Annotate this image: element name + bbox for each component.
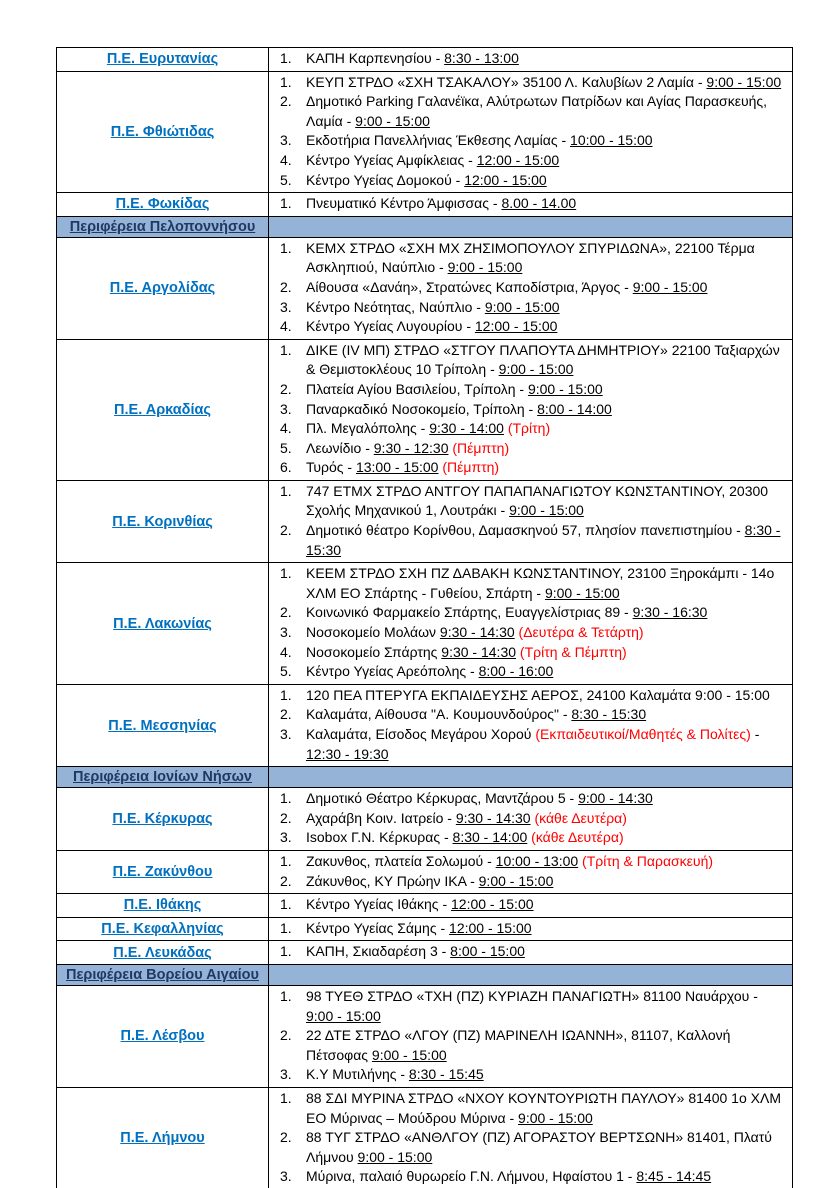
- location-text: Δημοτικό Parking Γαλανέϊκα, Αλύτρωτων Πατρίδων και Αγίας Παρασκευής, Λαμία -: [306, 93, 768, 129]
- time-range: 9:30 - 14:00: [429, 420, 504, 437]
- location-item: [269, 828, 782, 848]
- time-range: 8:30 - 15:30: [571, 706, 647, 723]
- region-row: [57, 237, 793, 339]
- section-title-cell: [57, 964, 269, 985]
- location-text: Κ.Υ Μυτιλήνης -: [306, 1066, 409, 1083]
- items-cell: [269, 941, 793, 965]
- time-range: 9:00 - 15:00: [447, 259, 523, 276]
- location-list: [269, 852, 782, 891]
- section-title: Περιφέρεια Πελοποννήσου: [69, 218, 256, 235]
- day-note: (Τρίτη): [503, 420, 551, 437]
- location-text: Κέντρο Υγείας Λυγουρίου -: [306, 318, 475, 335]
- section-title: Περιφέρεια Ιονίων Νήσων: [73, 769, 252, 786]
- time-range: 10:00 - 13:00: [495, 852, 579, 869]
- region-row: [57, 894, 793, 918]
- section-empty-cell: [269, 964, 793, 985]
- time-range: 8:00 - 15:00: [450, 943, 525, 960]
- location-item: [269, 278, 782, 298]
- location-text: 120 ΠΕΑ ΠΤΕΡΥΓΑ ΕΚΠΑΙΔΕΥΣΗΣ ΑΕΡΟΣ, 24100 Καλαμάτα 9:00 - 15:00: [306, 686, 770, 703]
- items-cell: [269, 684, 793, 766]
- region-row: [57, 339, 793, 480]
- region-link[interactable]: Π.Ε. Φθιώτιδας: [110, 123, 215, 140]
- location-list: [269, 895, 782, 915]
- location-item: [269, 942, 782, 962]
- location-item: [269, 194, 782, 214]
- time-range: 9:00 - 15:00: [518, 1109, 593, 1126]
- time-range: 8:30 - 13:00: [444, 50, 519, 66]
- day-note: (Τρίτη & Πέμπτη): [516, 643, 627, 660]
- region-link[interactable]: Π.Ε. Κέρκυρας: [112, 811, 213, 828]
- location-text: 88 ΣΔΙ ΜΥΡΙΝΑ ΣΤΡΔΟ «ΝΧΟΥ ΚΟΥΝΤΟΥΡΙΩΤΗ ΠΑΥΛΟΥ» 81400 1ο ΧΛΜ ΕΟ Μύρινας – Μούδρου Μύρινα -: [306, 1089, 781, 1126]
- region-cell: [57, 1087, 269, 1188]
- region-cell: [57, 193, 269, 217]
- region-cell: [57, 237, 269, 339]
- schedule-table: [56, 47, 793, 1188]
- day-note: (Πέμπτη): [448, 439, 510, 456]
- region-row: [57, 917, 793, 941]
- location-list: [269, 194, 782, 214]
- time-range: 8:45 - 14:45: [636, 1168, 712, 1185]
- items-cell: [269, 985, 793, 1087]
- location-text: ΚΕΕΜ ΣΤΡΔΟ ΣΧΗ ΠΖ ΔΑΒΑΚΗ ΚΩΝΣΤΑΝΤΙΝΟΥ, 23100 Ξηροκάμπι - 14ο ΧΛΜ ΕΟ Σπάρτης - Γυθείου, Σπάρτη -: [306, 565, 775, 601]
- region-link[interactable]: Π.Ε. Λέσβου: [120, 1028, 205, 1045]
- region-link[interactable]: Π.Ε. Ζακύνθου: [112, 864, 213, 881]
- time-range: 9:00 - 15:00: [484, 298, 560, 315]
- location-item: [269, 603, 782, 623]
- section-empty-cell: [269, 216, 793, 237]
- schedule-table-body: [57, 48, 793, 1188]
- section-title-cell: [57, 767, 269, 788]
- location-text: Πνευματικό Κέντρο Άμφισσας -: [306, 195, 502, 212]
- region-row: [57, 941, 793, 965]
- time-range: 8:30 - 15:30: [306, 522, 781, 558]
- region-link[interactable]: Π.Ε. Αργολίδας: [109, 280, 216, 297]
- location-item: [269, 239, 782, 278]
- location-item: [269, 151, 782, 171]
- location-item: [269, 458, 782, 478]
- location-text: ΔΙΚΕ (IV ΜΠ) ΣΤΡΔΟ «ΣΤΓΟΥ ΠΛΑΠΟΥΤΑ ΔΗΜΗΤΡΙΟΥ» 22100 Ταξιαρχών & Θεμιστοκλέους 10 Τρίπολη -: [306, 341, 780, 378]
- time-range: 9:30 - 14:30: [441, 643, 517, 660]
- items-cell: [269, 339, 793, 480]
- location-text: 22 ΔΤΕ ΣΤΡΔΟ «ΛΓΟΥ (ΠΖ) ΜΑΡΙΝΕΛΗ ΙΩΑΝΝΗ», 81107, Καλλονή Πέτσοφας: [306, 1027, 731, 1063]
- day-note: (Πέμπτη): [438, 459, 500, 476]
- region-link[interactable]: Π.Ε. Μεσσηνίας: [108, 717, 217, 734]
- section-title-cell: [57, 216, 269, 237]
- location-item: [269, 809, 782, 829]
- region-link[interactable]: Π.Ε. Αρκαδίας: [114, 401, 211, 418]
- location-text: Εκδοτήρια Πανελλήνιας Έκθεσης Λαμίας -: [306, 132, 571, 149]
- location-text: Αχαράβη Κοιν. Ιατρείο -: [306, 809, 456, 826]
- location-text: Ζάκυνθος, ΚΥ Πρώην ΙΚΑ -: [306, 872, 479, 889]
- location-item: [269, 564, 782, 603]
- location-list: [269, 987, 782, 1085]
- region-link[interactable]: Π.Ε. Λευκάδας: [113, 944, 212, 961]
- region-cell: [57, 941, 269, 965]
- location-text: Αίθουσα «Δανάη», Στρατώνες Καποδίστρια, Άργος -: [306, 278, 633, 295]
- section-empty-cell: [269, 767, 793, 788]
- location-text: Δημοτικό Θέατρο Κέρκυρας, Μαντζάρου 5 -: [306, 790, 579, 807]
- location-item: [269, 400, 782, 420]
- location-text: Πλατεία Αγίου Βασιλείου, Τρίπολη -: [306, 380, 528, 397]
- region-cell: [57, 985, 269, 1087]
- location-text: Πλ. Μεγαλόπολης -: [306, 420, 430, 437]
- region-cell: [57, 684, 269, 766]
- location-text: ΚΑΠΗ, Σκιαδαρέση 3 -: [306, 943, 451, 960]
- location-text: ΚΑΠΗ Καρπενησίου -: [306, 50, 445, 66]
- time-range: 12:30 - 19:30: [306, 745, 389, 762]
- region-row: [57, 71, 793, 193]
- location-text: Τυρός -: [306, 459, 356, 476]
- time-range: 13:00 - 15:00: [355, 459, 439, 476]
- time-range: 9:00 - 15:00: [706, 73, 782, 90]
- location-text: Κέντρο Νεότητας, Ναύπλιο -: [306, 298, 485, 315]
- location-item: [269, 1026, 782, 1065]
- region-cell: [57, 339, 269, 480]
- location-text: Κέντρο Υγείας Αμφίκλειας -: [306, 151, 477, 168]
- section-row: [57, 767, 793, 788]
- location-item: [269, 1167, 782, 1187]
- time-range: 9:00 - 15:00: [306, 1007, 381, 1024]
- location-list: [269, 919, 782, 939]
- location-item: [269, 789, 782, 809]
- time-range: 9:00 - 15:00: [509, 502, 584, 519]
- items-cell: [269, 1087, 793, 1188]
- day-note: (Τρίτη & Παρασκευή): [578, 852, 714, 869]
- location-text: Νοσοκομείο Μολάων: [306, 624, 440, 641]
- region-cell: [57, 563, 269, 685]
- location-item: [269, 380, 782, 400]
- time-range: 8:00 - 16:00: [478, 663, 554, 680]
- location-item: [269, 131, 782, 151]
- location-list: [269, 942, 782, 962]
- location-item: [269, 1065, 782, 1085]
- location-item: [269, 895, 782, 915]
- location-list: [269, 239, 782, 337]
- region-cell: [57, 894, 269, 918]
- location-text: Κέντρο Υγείας Ιθάκης -: [306, 896, 451, 913]
- region-link[interactable]: Π.Ε. Ιθάκης: [123, 897, 202, 914]
- items-cell: [269, 563, 793, 685]
- location-item: [269, 317, 782, 337]
- location-list: [269, 73, 782, 191]
- time-range: 8:30 - 15:45: [408, 1066, 484, 1083]
- time-range: 12:00 - 15:00: [474, 318, 558, 335]
- location-text: Κέντρο Υγείας Δομοκού -: [306, 171, 465, 188]
- time-range: 12:00 - 15:00: [476, 151, 560, 168]
- region-row: [57, 563, 793, 685]
- time-range: 9:00 - 15:00: [544, 584, 620, 601]
- location-text: ΚΕΥΠ ΣΤΡΔΟ «ΣΧΗ ΤΣΑΚΑΛΟΥ» 35100 Λ. Καλυβίων 2 Λαμία -: [306, 73, 707, 90]
- location-text: 88 ΤΥΓ ΣΤΡΔΟ «ΑΝΘΛΓΟΥ (ΠΖ) ΑΓΟΡΑΣΤΟΥ ΒΕΡΤΣΩΝΗ» 81401, Πλατύ Λήμνου: [306, 1129, 772, 1165]
- region-link[interactable]: Π.Ε. Λακωνίας: [113, 615, 212, 632]
- location-list: [269, 564, 782, 682]
- location-item: [269, 92, 782, 131]
- location-text: Καλαμάτα, Αίθουσα "Α. Κουμουνδούρος" -: [306, 706, 572, 723]
- time-range: 9:00 - 15:00: [357, 1148, 433, 1165]
- section-row: [57, 964, 793, 985]
- section-row: [57, 216, 793, 237]
- items-cell: [269, 480, 793, 562]
- time-range: 9:00 - 15:00: [527, 380, 603, 397]
- location-item: [269, 439, 782, 459]
- region-row: [57, 480, 793, 562]
- location-item: [269, 49, 782, 69]
- region-cell: [57, 850, 269, 893]
- location-item: [269, 705, 782, 725]
- location-item: [269, 623, 782, 643]
- location-item: [269, 725, 782, 764]
- location-item: [269, 482, 782, 521]
- location-text: Isobox Γ.Ν. Κέρκυρας -: [306, 829, 453, 846]
- location-list: [269, 49, 782, 69]
- time-range: 9:00 - 15:00: [371, 1046, 447, 1063]
- location-item: [269, 1089, 782, 1128]
- location-item: [269, 643, 782, 663]
- time-range: 12:00 - 15:00: [464, 171, 547, 188]
- location-text: 747 ΕΤΜΧ ΣΤΡΔΟ ΑΝΤΓΟΥ ΠΑΠΑΠΑΝΑΓΙΩΤΟΥ ΚΩΝΣΤΑΝΤΙΝΟΥ, 20300 Σχολής Μηχανικού 1, Λουτράκι -: [306, 482, 769, 519]
- region-cell: [57, 917, 269, 941]
- region-row: [57, 1087, 793, 1188]
- time-range: 12:00 - 15:00: [449, 919, 532, 936]
- location-text: Κέντρο Υγείας Σάμης -: [306, 919, 450, 936]
- location-text: Κέντρο Υγείας Αρεόπολης -: [306, 663, 479, 680]
- location-item: [269, 662, 782, 682]
- region-link[interactable]: Π.Ε. Φωκίδας: [115, 196, 210, 213]
- location-text: Καλαμάτα, Είσοδος Μεγάρου Χορού: [306, 726, 536, 742]
- location-item: [269, 987, 782, 1026]
- location-text: Παναρκαδικό Νοσοκομείο, Τρίπολη -: [306, 400, 538, 417]
- location-item: [269, 686, 782, 706]
- time-range: 9:00 - 15:00: [355, 112, 430, 129]
- location-list: [269, 686, 782, 764]
- items-cell: [269, 193, 793, 217]
- location-item: [269, 919, 782, 939]
- location-list: [269, 482, 782, 560]
- region-row: [57, 193, 793, 217]
- time-range: 9:30 - 16:30: [632, 604, 708, 621]
- region-row: [57, 48, 793, 72]
- day-note: (κάθε Δευτέρα): [530, 809, 627, 826]
- location-item: [269, 171, 782, 191]
- location-text: Μύρινα, παλαιό θυρωρείο Γ.Ν. Λήμνου, Ηφαίστου 1 -: [306, 1168, 637, 1185]
- location-text: Λεωνίδιο -: [306, 439, 374, 456]
- region-cell: [57, 788, 269, 851]
- region-row: [57, 850, 793, 893]
- location-text: -: [750, 726, 760, 742]
- time-range: 8:30 - 14:00: [452, 829, 528, 846]
- day-note: (Εκπαιδευτικοί/Μαθητές & Πολίτες): [535, 726, 751, 742]
- items-cell: [269, 48, 793, 72]
- location-list: [269, 789, 782, 848]
- region-link[interactable]: Π.Ε. Κορινθίας: [112, 513, 213, 530]
- location-item: [269, 852, 782, 872]
- location-text: ΚΕΜΧ ΣΤΡΔΟ «ΣΧΗ ΜΧ ΖΗΣΙΜΟΠΟΥΛΟΥ ΣΠΥΡΙΔΩΝΑ», 22100 Τέρμα Ασκληπιού, Ναύπλιο -: [306, 239, 755, 276]
- location-text: Κοινωνικό Φαρμακείο Σπάρτης, Ευαγγελίστριας 89 -: [306, 604, 633, 621]
- region-link[interactable]: Π.Ε. Λήμνου: [120, 1130, 205, 1147]
- time-range: 12:00 - 15:00: [451, 896, 534, 913]
- location-list: [269, 1089, 782, 1187]
- time-range: 9:30 - 14:30: [455, 809, 531, 826]
- time-range: 8:00 - 14:00: [537, 400, 612, 417]
- time-range: 9:00 - 15:00: [498, 361, 574, 378]
- location-text: Νοσοκομείο Σπάρτης: [306, 643, 442, 660]
- region-cell: [57, 71, 269, 193]
- region-row: [57, 985, 793, 1087]
- location-text: 98 ΤΥΕΘ ΣΤΡΔΟ «ΤΧΗ (ΠΖ) ΚΥΡΙΑΖΗ ΠΑΝΑΓΙΩΤΗ» 81100 Ναυάρχου -: [306, 987, 758, 1004]
- items-cell: [269, 894, 793, 918]
- items-cell: [269, 788, 793, 851]
- location-text: Ζακυνθος, πλατεία Σολωμού -: [306, 852, 496, 869]
- region-cell: [57, 48, 269, 72]
- location-item: [269, 872, 782, 892]
- time-range: 9:00 - 15:00: [632, 278, 708, 295]
- day-note: (Δευτέρα & Τετάρτη): [514, 624, 644, 641]
- items-cell: [269, 917, 793, 941]
- region-link[interactable]: Π.Ε. Ευρυτανίας: [106, 51, 219, 68]
- time-range: 9:30 - 14:30: [439, 624, 515, 641]
- region-cell: [57, 480, 269, 562]
- time-range: 10:00 - 15:00: [570, 132, 653, 149]
- region-row: [57, 788, 793, 851]
- section-title: Περιφέρεια Βορείου Αιγαίου: [66, 966, 259, 983]
- location-item: [269, 298, 782, 318]
- location-item: [269, 341, 782, 380]
- time-range: 8.00 - 14.00: [501, 195, 577, 212]
- items-cell: [269, 71, 793, 193]
- location-item: [269, 521, 782, 560]
- day-note: (κάθε Δευτέρα): [527, 829, 624, 846]
- time-range: 9:00 - 15:00: [478, 872, 554, 889]
- location-list: [269, 341, 782, 478]
- items-cell: [269, 850, 793, 893]
- location-text: Δημοτικό θέατρο Κορίνθου, Δαμασκηνού 57, πλησίον πανεπιστημίου -: [306, 522, 745, 539]
- region-row: [57, 684, 793, 766]
- location-item: [269, 419, 782, 439]
- time-range: 9:00 - 14:30: [578, 790, 653, 807]
- items-cell: [269, 237, 793, 339]
- time-range: 9:30 - 12:30: [373, 439, 449, 456]
- region-link[interactable]: Π.Ε. Κεφαλληνίας: [101, 921, 224, 938]
- location-item: [269, 73, 782, 93]
- location-item: [269, 1128, 782, 1167]
